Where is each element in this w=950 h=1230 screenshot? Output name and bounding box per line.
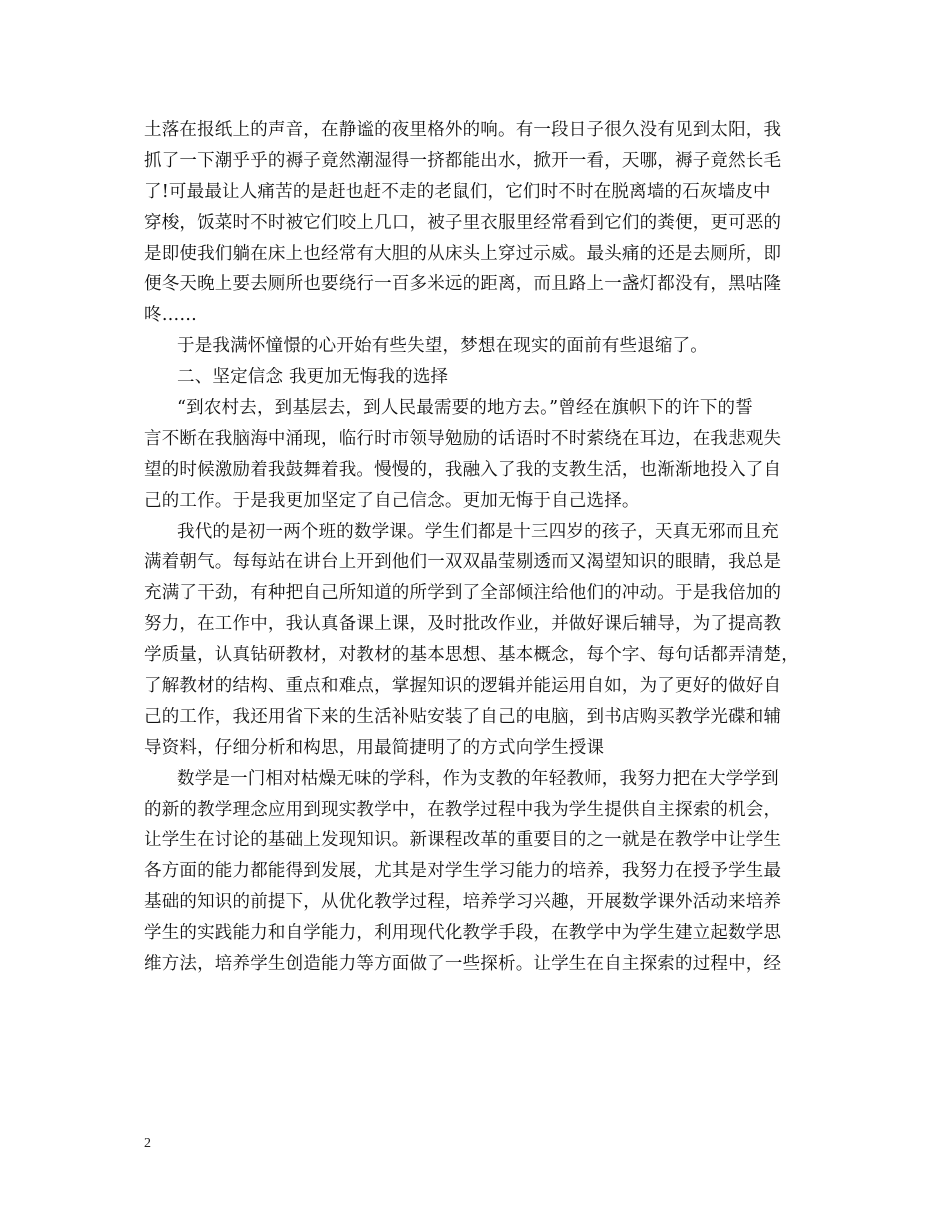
text-line: 满着朝气。每每站在讲台上开到他们一双双晶莹剔透而又渴望知识的眼睛，我总是 (144, 552, 782, 573)
heading-line: 二、坚定信念 我更加无悔我的选择 (177, 367, 449, 388)
text-line: 努力，在工作中，我认真备课上课，及时批改作业，并做好课后辅导，为了提高教 (144, 614, 782, 635)
paragraph-math-class (144, 517, 814, 764)
text-line: 穿梭，饭菜时不时被它们咬上几口，被子里衣服里经常看到它们的粪便，更可恶的 (144, 212, 782, 233)
section-heading (144, 362, 814, 393)
text-line: 抓了一下潮乎乎的褥子竟然潮湿得一挤都能出水，掀开一看，天哪，褥子竟然长毛 (144, 150, 782, 171)
text-line: 学质量，认真钻研教材，对教材的基本思想、基本概念，每个字、每句话都弄清楚， (144, 645, 799, 666)
text-line: 我代的是初一两个班的数学课。学生们都是十三四岁的孩子，天真无邪而且充 (177, 521, 779, 542)
text-line: 望的时候激励着我鼓舞着我。慢慢的，我融入了我的支教生活，也渐渐地投入了自 (144, 459, 782, 480)
text-line: 基础的知识的前提下，从优化教学过程，培养学习兴趣，开展数学课外活动来培养 (144, 892, 782, 913)
text-line: 于是我满怀憧憬的心开始有些失望，梦想在现实的面前有些退缩了。 (177, 336, 708, 357)
document-body (144, 115, 814, 980)
paragraph-dormitory-conditions (144, 115, 814, 331)
text-line: 土落在报纸上的声音，在静谧的夜里格外的响。有一段日子很久没有见到太阳，我 (144, 120, 782, 140)
text-line: 各方面的能力都能得到发展，尤其是对学生学习能力的培养，我努力在授予学生最 (144, 861, 782, 882)
page-number: 2 (144, 1136, 151, 1151)
text-line: 咚…… (144, 305, 198, 326)
text-line: 了解教材的结构、重点和难点，掌握知识的逻辑并能运用自如，为了更好的做好自 (144, 676, 782, 697)
paragraph-disappointment (144, 331, 814, 362)
paragraph-teaching-method (144, 764, 814, 980)
text-line: 言不断在我脑海中涌现，临行时市领导勉励的话语时不时萦绕在耳边，在我悲观失 (144, 428, 782, 449)
text-line: 己的工作。于是我更加坚定了自己信念。更加无悔于自己选择。 (144, 490, 640, 511)
text-line: 数学是一门相对枯燥无味的学科，作为支教的年轻教师，我努力把在大学学到 (177, 768, 779, 789)
text-line: 己的工作，我还用省下来的生活补贴安装了自己的电脑，到书店购买教学光碟和辅 (144, 706, 782, 727)
text-line: 是即使我们躺在床上也经常有大胆的从床头上穿过示威。最头痛的还是去厕所，即 (144, 243, 782, 264)
text-line: 学生的实践能力和自学能力，利用现代化教学手段，在教学中为学生建立起数学思 (144, 923, 782, 944)
paragraph-oath (144, 393, 814, 517)
text-line: 了!可最最让人痛苦的是赶也赶不走的老鼠们，它们时不时在脱离墙的石灰墙皮中 (144, 181, 771, 202)
text-line: 的新的教学理念应用到现实教学中，在教学过程中我为学生提供自主探索的机会， (144, 799, 782, 820)
text-line: 维方法，培养学生创造能力等方面做了一些探析。让学生在自主探索的过程中，经 (144, 954, 782, 975)
text-line: “到农村去，到基层去，到人民最需要的地方去。”曾经在旗帜下的许下的誓 (177, 398, 753, 419)
text-line: 导资料，仔细分析和构思，用最简捷明了的方式向学生授课 (144, 737, 605, 758)
text-line: 充满了干劲，有种把自己所知道的所学到了全部倾注给他们的冲动。于是我倍加的 (144, 583, 782, 604)
text-line: 便冬天晚上要去厕所也要绕行一百多米远的距离，而且路上一盏灯都没有，黑咕隆 (144, 274, 782, 295)
text-line: 让学生在讨论的基础上发现知识。新课程改革的重要目的之一就是在教学中让学生 (144, 830, 782, 851)
